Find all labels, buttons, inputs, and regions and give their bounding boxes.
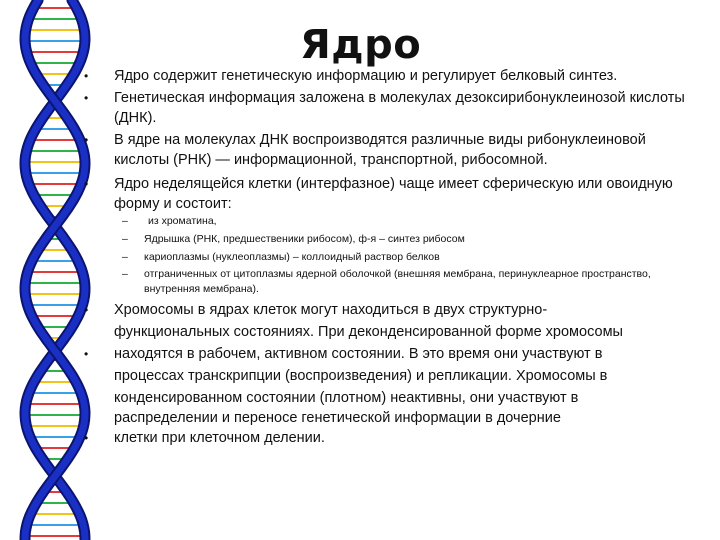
bullet-text: Ядро содержит генетическую информацию и регулирует белковый синтез.	[114, 68, 618, 84]
dash-marker: –	[122, 233, 128, 245]
paragraph-line: конденсированном состоянии (плотном) неактивны, они участвуют в	[114, 390, 579, 406]
paragraph-line: процессах транскрипции (воспроизведения) и репликации. Хромосомы в	[114, 368, 608, 384]
sub-list-text: кариоплазмы (нуклеоплазмы) – коллоидный раствор белков	[144, 251, 440, 263]
paragraph-line: находятся в рабочем, активном состоянии. В это время они участвуют в	[114, 346, 603, 362]
paragraph-line: функциональных состояниях. При деконденсированной форме хромосомы	[114, 324, 623, 340]
bullet-marker: •	[84, 303, 89, 317]
bullet-marker: •	[84, 91, 89, 105]
bullet-marker: •	[84, 177, 89, 191]
slide-title: Ядро	[300, 22, 422, 68]
sub-list-text: отграниченных от цитоплазмы ядерной оболочкой (внешняя мембрана, перинуклеарное пространство, внутренняя мембрана).	[144, 268, 651, 295]
bullet-marker: •	[84, 69, 89, 83]
paragraph-line: Хромосомы в ядрах клеток могут находиться в двух структурно-	[114, 302, 548, 318]
dash-marker: –	[122, 268, 128, 280]
sub-list-text: Ядрышка (РНК, предшественики рибосом), ф-я – синтез рибосом	[144, 233, 465, 245]
paragraph-line: распределении и переносе генетической информации в дочерние	[114, 410, 561, 426]
sub-list-text: из хроматина,	[148, 215, 217, 227]
bullet-text: Генетическая информация заложена в молекулах дезоксирибонуклеинозой кислоты (ДНК).	[114, 90, 685, 126]
paragraph-line: клетки при клеточном делении.	[114, 430, 325, 446]
bullet-marker: •	[84, 431, 89, 445]
bullet-marker: •	[84, 133, 89, 147]
dash-marker: –	[122, 215, 128, 227]
dash-marker: –	[122, 251, 128, 263]
bullet-text: Ядро неделящейся клетки (интерфазное) чаще имеет сферическую или овоидную форму и состоит:	[114, 176, 673, 212]
bullet-text: В ядре на молекулах ДНК воспроизводятся различные виды рибонуклеиновой кислоты (РНК) — информационной, транспортной, рибосомной.	[114, 132, 646, 168]
bullet-marker: •	[84, 347, 89, 361]
